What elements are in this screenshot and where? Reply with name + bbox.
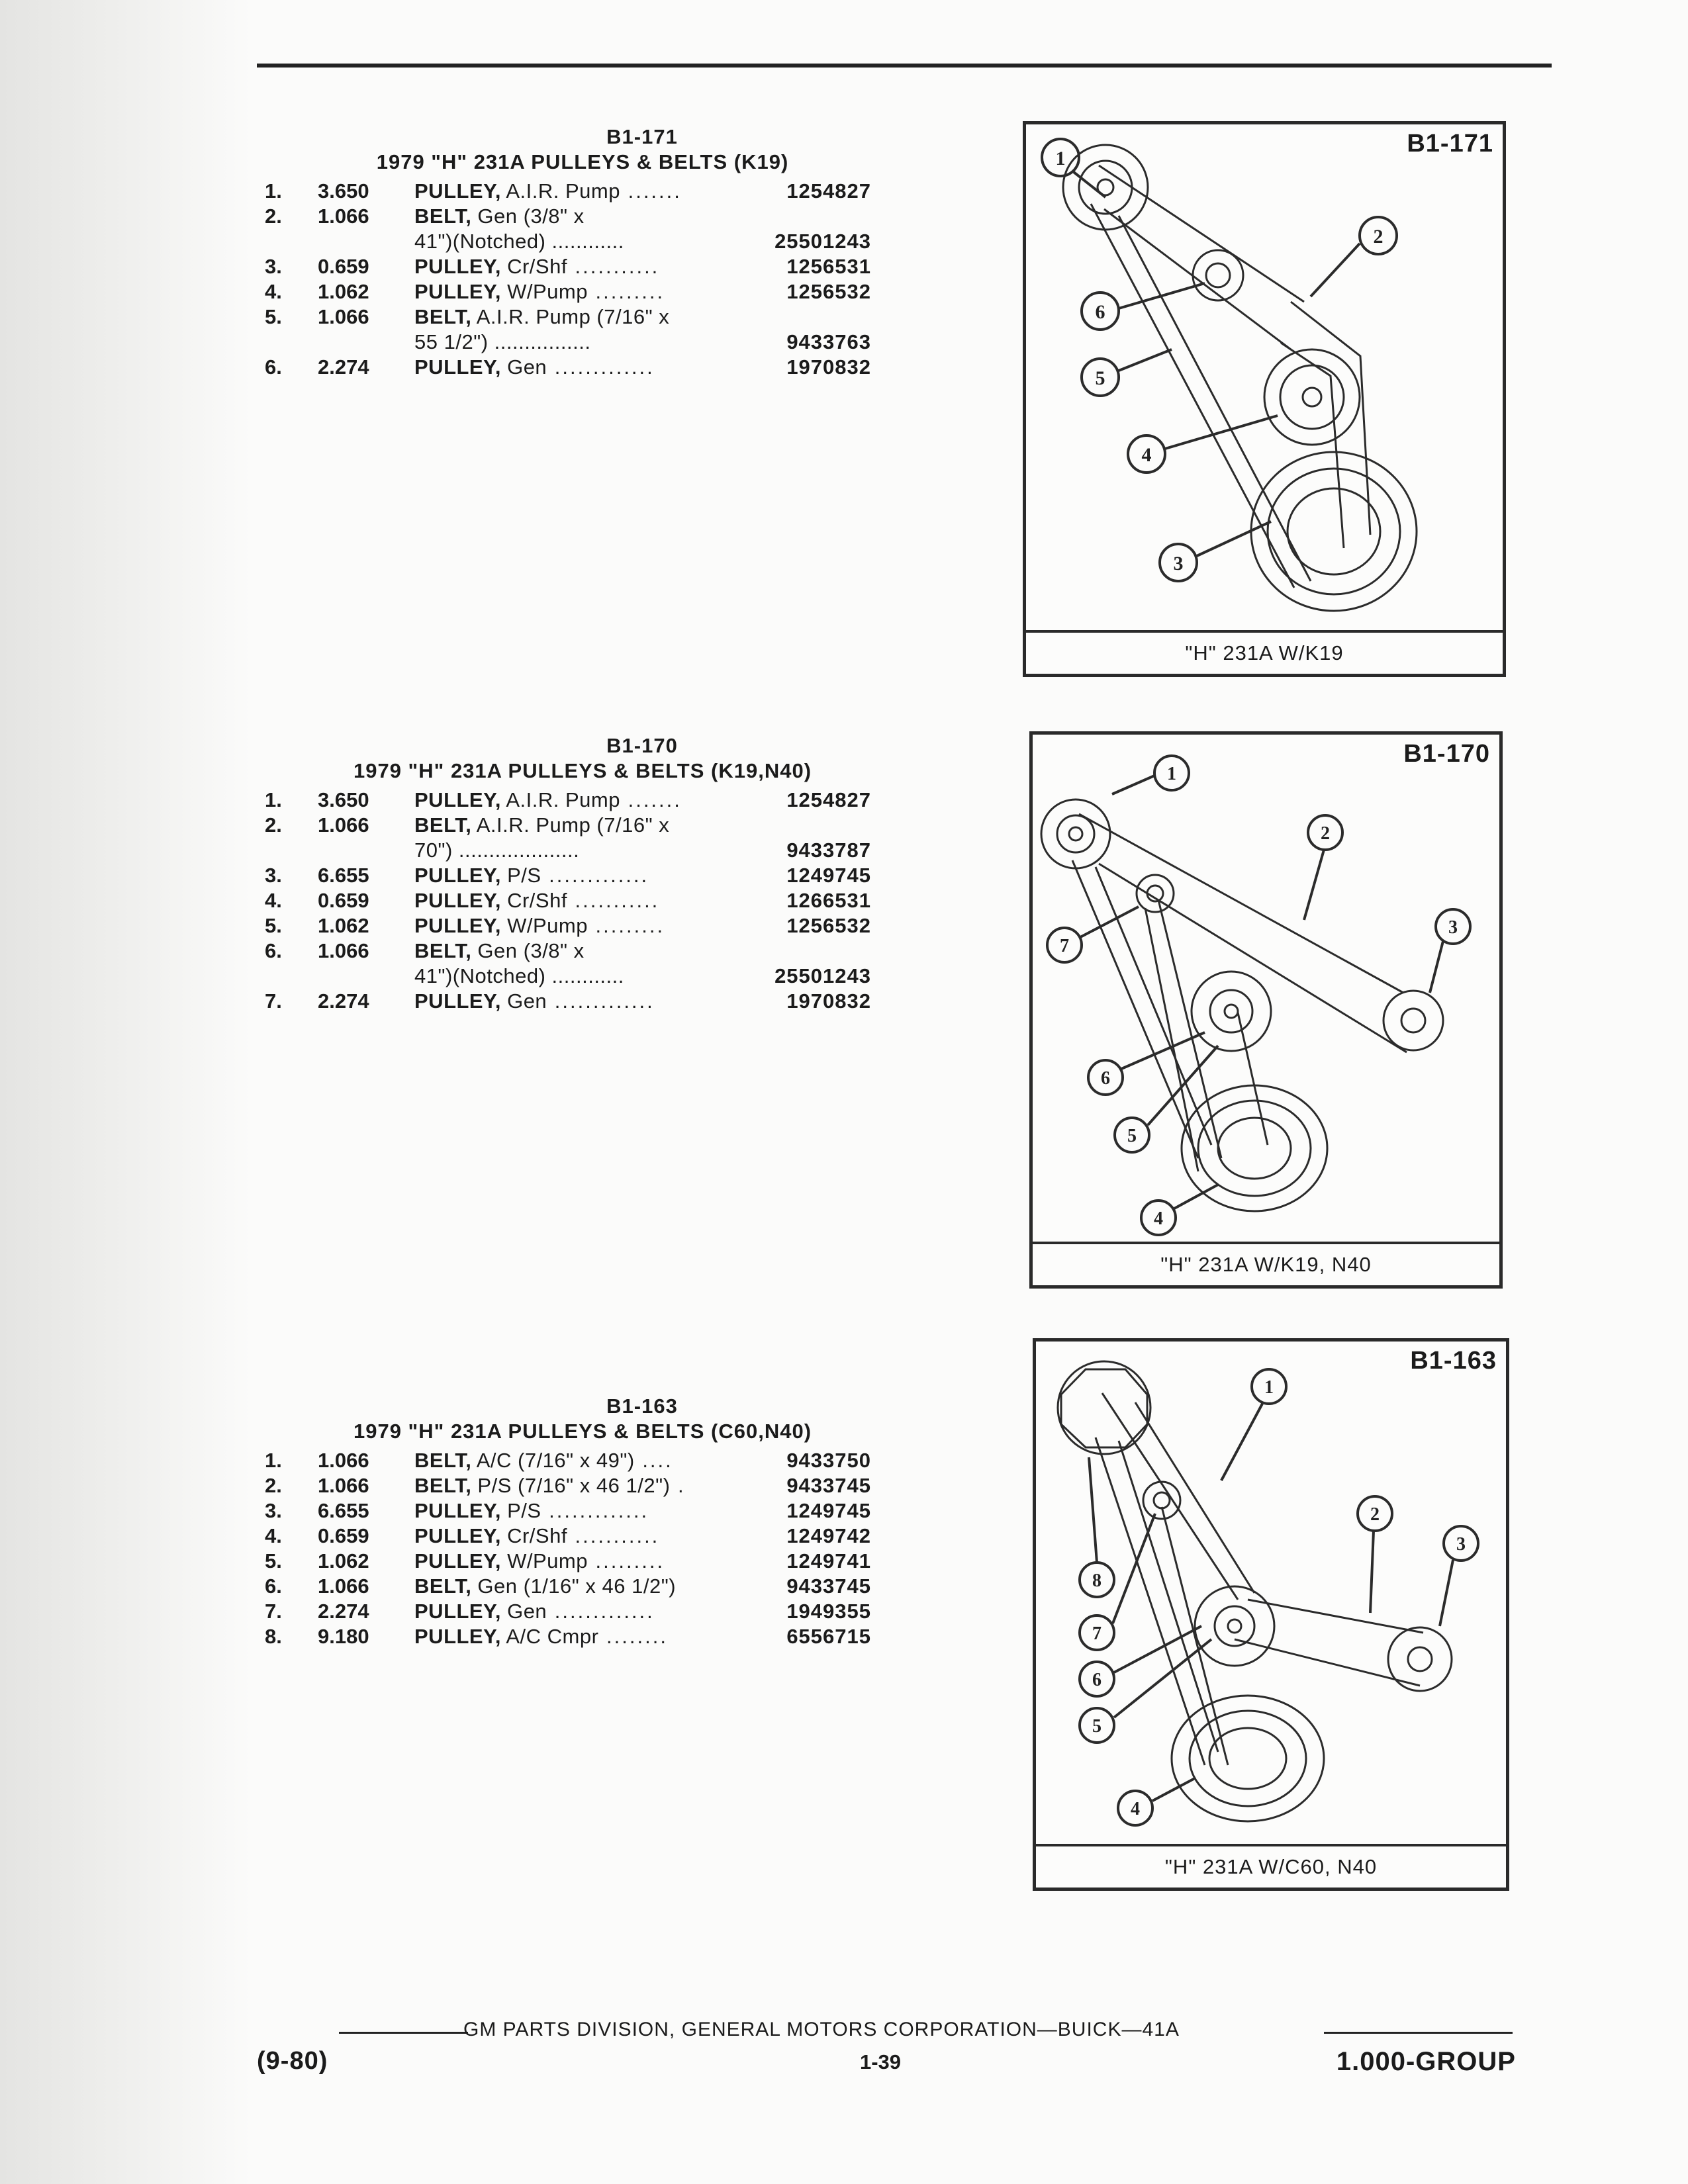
part-number: 9433763 <box>786 330 871 353</box>
section-code: B1-170 <box>606 734 678 757</box>
header-rule <box>257 64 1552 68</box>
part-number: 1266531 <box>786 889 871 912</box>
part-row <box>265 1549 874 1574</box>
item-name: PULLEY, <box>414 179 501 203</box>
item-name: PULLEY, <box>414 355 501 379</box>
parts-list <box>265 1448 874 1649</box>
part-row <box>265 1473 874 1498</box>
item-detail: A.I.R. Pump (7/16" x <box>471 305 670 328</box>
item-detail: Gen <box>500 355 547 379</box>
item-detail: Gen (1/16" x 46 1/2") <box>471 1574 677 1598</box>
item-detail: Gen (3/8" x <box>471 939 585 962</box>
item-quantity: 0.659 <box>318 255 369 278</box>
leader-dots: ....... <box>620 179 682 203</box>
item-name: PULLEY, <box>414 1499 501 1522</box>
item-quantity: 2.274 <box>318 1600 369 1623</box>
item-detail: W/Pump <box>500 1549 588 1572</box>
leader-dots: ............. <box>547 355 655 379</box>
callout-label: 3 <box>1456 1534 1466 1555</box>
item-number: 2. <box>265 813 282 837</box>
callout-label: 6 <box>1095 301 1105 323</box>
part-row <box>265 913 874 938</box>
item-number: 4. <box>265 889 282 912</box>
part-number: 1970832 <box>786 355 871 379</box>
item-detail: Gen <box>500 989 547 1013</box>
item-description-continued: 41")(Notched) ............ <box>414 230 624 253</box>
item-quantity: 1.066 <box>318 1574 369 1598</box>
item-number: 1. <box>265 1449 282 1472</box>
part-row <box>265 304 874 355</box>
leader-dots: ............. <box>541 864 649 887</box>
section-title: 1979 "H" 231A PULLEYS & BELTS (K19) <box>376 150 789 173</box>
item-number: 5. <box>265 305 282 328</box>
leader-dots: ....... <box>620 788 682 811</box>
belt-diagram <box>1026 124 1503 633</box>
item-name: PULLEY, <box>414 889 501 912</box>
part-number: 9433745 <box>786 1474 871 1497</box>
callout-label: 8 <box>1092 1570 1102 1591</box>
footer-rule-left <box>339 2032 468 2034</box>
part-row <box>265 1599 874 1624</box>
item-name: PULLEY, <box>414 1524 501 1547</box>
part-number: 1249745 <box>786 864 871 887</box>
figure-caption: "H" 231A W/K19 <box>1026 630 1503 674</box>
item-detail: Cr/Shf <box>500 1524 567 1547</box>
item-detail: P/S <box>500 1499 541 1522</box>
item-name: PULLEY, <box>414 1625 501 1648</box>
section-title: 1979 "H" 231A PULLEYS & BELTS (K19,N40) <box>353 759 812 782</box>
item-number: 5. <box>265 1549 282 1572</box>
item-description <box>414 813 871 838</box>
item-quantity: 1.066 <box>318 205 369 228</box>
part-number: 1949355 <box>786 1600 871 1623</box>
part-number: 9433745 <box>786 1574 871 1598</box>
item-description <box>414 204 871 229</box>
item-quantity: 1.066 <box>318 305 369 328</box>
footer-date: (9-80) <box>257 2047 328 2075</box>
item-quantity: 0.659 <box>318 1524 369 1547</box>
leader-dots: ............. <box>547 989 655 1013</box>
callout-label: 4 <box>1154 1208 1163 1229</box>
item-quantity: 1.062 <box>318 1549 369 1572</box>
section-code: B1-171 <box>606 125 678 148</box>
callout-label: 7 <box>1092 1623 1102 1644</box>
item-quantity: 9.180 <box>318 1625 369 1648</box>
item-number: 6. <box>265 939 282 962</box>
section-b1-171 <box>265 124 874 380</box>
item-detail: A.I.R. Pump <box>500 179 620 203</box>
part-number: 1970832 <box>786 989 871 1013</box>
part-row <box>265 355 874 380</box>
footer-group: 1.000-GROUP <box>1336 2047 1516 2076</box>
part-number: 25501243 <box>774 964 871 987</box>
item-number: 2. <box>265 205 282 228</box>
item-name: PULLEY, <box>414 788 501 811</box>
figure-b1-171 <box>1023 121 1506 677</box>
figure-code: B1-170 <box>1403 740 1490 768</box>
item-number: 7. <box>265 989 282 1013</box>
part-row <box>265 788 874 813</box>
item-name: BELT, <box>414 205 472 228</box>
section-b1-170 <box>265 733 874 1014</box>
leader-dots: ............. <box>547 1600 655 1623</box>
callout-label: 4 <box>1131 1799 1140 1819</box>
callout-label: 5 <box>1095 367 1105 389</box>
item-quantity: 1.062 <box>318 914 369 937</box>
part-row <box>265 813 874 863</box>
item-name: PULLEY, <box>414 864 501 887</box>
item-name: BELT, <box>414 1574 472 1598</box>
item-quantity: 1.066 <box>318 813 369 837</box>
item-number: 1. <box>265 179 282 203</box>
item-description-continued: 41")(Notched) ............ <box>414 964 624 987</box>
item-quantity: 2.274 <box>318 355 369 379</box>
part-row <box>265 1448 874 1473</box>
part-number: 1256532 <box>786 280 871 303</box>
item-name: PULLEY, <box>414 280 501 303</box>
leader-dots: ......... <box>587 280 665 303</box>
leader-dots: .... <box>634 1449 673 1472</box>
item-number: 5. <box>265 914 282 937</box>
leader-dots: ........ <box>598 1625 668 1648</box>
item-number: 8. <box>265 1625 282 1648</box>
part-row <box>265 1574 874 1599</box>
item-description <box>414 938 871 964</box>
part-number: 1249742 <box>786 1524 871 1547</box>
item-quantity: 0.659 <box>318 889 369 912</box>
callout-label: 5 <box>1127 1126 1137 1146</box>
item-detail: Cr/Shf <box>500 889 567 912</box>
item-quantity: 6.655 <box>318 864 369 887</box>
item-detail: A.I.R. Pump (7/16" x <box>471 813 670 837</box>
callout-label: 3 <box>1173 553 1184 574</box>
part-row <box>265 279 874 304</box>
leader-dots: ........... <box>567 1524 660 1547</box>
part-row <box>265 888 874 913</box>
part-row <box>265 863 874 888</box>
item-detail: Gen (3/8" x <box>471 205 585 228</box>
part-number: 1254827 <box>786 179 871 203</box>
page-number: 1-39 <box>859 2050 902 2073</box>
leader-dots: ........... <box>567 255 660 278</box>
item-quantity: 3.650 <box>318 788 369 811</box>
figure-caption: "H" 231A W/C60, N40 <box>1036 1844 1506 1888</box>
part-row <box>265 179 874 204</box>
part-number: 1249745 <box>786 1499 871 1522</box>
item-number: 3. <box>265 1499 282 1522</box>
item-number: 4. <box>265 1524 282 1547</box>
item-quantity: 1.062 <box>318 280 369 303</box>
leader-dots: ........... <box>567 889 660 912</box>
callout-label: 4 <box>1141 444 1152 466</box>
item-name: PULLEY, <box>414 1600 501 1623</box>
item-detail: P/S (7/16" x 46 1/2") <box>471 1474 671 1497</box>
item-number: 2. <box>265 1474 282 1497</box>
part-row <box>265 938 874 989</box>
part-row <box>265 989 874 1014</box>
item-quantity: 1.066 <box>318 939 369 962</box>
callout-label: 1 <box>1167 764 1176 784</box>
figure-caption: "H" 231A W/K19, N40 <box>1033 1242 1499 1285</box>
callout-label: 2 <box>1370 1504 1380 1525</box>
item-description-continued: 70") .................... <box>414 839 580 862</box>
item-number: 7. <box>265 1600 282 1623</box>
part-number: 9433750 <box>786 1449 871 1472</box>
item-name: BELT, <box>414 305 472 328</box>
part-number: 1254827 <box>786 788 871 811</box>
leader-dots: . <box>670 1474 686 1497</box>
parts-list <box>265 788 874 1014</box>
item-number: 4. <box>265 280 282 303</box>
item-detail: A/C (7/16" x 49") <box>471 1449 635 1472</box>
item-name: BELT, <box>414 939 472 962</box>
part-row <box>265 204 874 254</box>
leader-dots: ......... <box>587 1549 665 1572</box>
belt-diagram <box>1033 735 1499 1244</box>
item-quantity: 3.650 <box>318 179 369 203</box>
item-quantity: 1.066 <box>318 1474 369 1497</box>
part-number: 6556715 <box>786 1625 871 1648</box>
figure-b1-170 <box>1029 731 1503 1289</box>
callout-label: 2 <box>1321 823 1330 844</box>
item-number: 6. <box>265 355 282 379</box>
item-number: 3. <box>265 255 282 278</box>
leader-dots: ......... <box>587 914 665 937</box>
parts-list <box>265 179 874 380</box>
footer-rule-right <box>1324 2032 1513 2034</box>
item-number: 1. <box>265 788 282 811</box>
item-name: PULLEY, <box>414 914 501 937</box>
figure-b1-163 <box>1033 1338 1509 1891</box>
part-row <box>265 1498 874 1524</box>
item-number: 3. <box>265 864 282 887</box>
section-title: 1979 "H" 231A PULLEYS & BELTS (C60,N40) <box>353 1420 812 1443</box>
part-row <box>265 254 874 279</box>
item-description <box>414 304 871 330</box>
item-description-continued: 55 1/2") ................ <box>414 330 591 353</box>
item-quantity: 2.274 <box>318 989 369 1013</box>
part-number: 1256532 <box>786 914 871 937</box>
leader-dots: ............. <box>541 1499 649 1522</box>
item-detail: W/Pump <box>500 914 588 937</box>
scan-shadow <box>0 0 252 2184</box>
callout-label: 1 <box>1055 148 1066 169</box>
part-row <box>265 1524 874 1549</box>
callout-label: 6 <box>1101 1068 1110 1089</box>
section-b1-163 <box>265 1394 874 1649</box>
item-quantity: 6.655 <box>318 1499 369 1522</box>
item-detail: A/C Cmpr <box>500 1625 599 1648</box>
callout-label: 7 <box>1060 936 1069 956</box>
callout-label: 2 <box>1373 226 1383 248</box>
item-name: PULLEY, <box>414 989 501 1013</box>
callout-label: 1 <box>1264 1377 1274 1398</box>
item-number: 6. <box>265 1574 282 1598</box>
part-number: 9433787 <box>786 839 871 862</box>
section-code: B1-163 <box>606 1394 678 1418</box>
figure-code: B1-171 <box>1407 130 1493 158</box>
item-name: BELT, <box>414 1474 472 1497</box>
item-detail: A.I.R. Pump <box>500 788 620 811</box>
item-name: PULLEY, <box>414 255 501 278</box>
item-detail: Gen <box>500 1600 547 1623</box>
callout-label: 3 <box>1448 917 1458 938</box>
callout-label: 6 <box>1092 1670 1102 1690</box>
footer-publisher: GM PARTS DIVISION, GENERAL MOTORS CORPORATION—BUICK—41A <box>463 2019 1180 2040</box>
callout-label: 5 <box>1092 1716 1102 1737</box>
item-detail: P/S <box>500 864 541 887</box>
belt-diagram <box>1036 1342 1506 1846</box>
item-quantity: 1.066 <box>318 1449 369 1472</box>
item-detail: W/Pump <box>500 280 588 303</box>
item-name: PULLEY, <box>414 1549 501 1572</box>
item-name: BELT, <box>414 1449 472 1472</box>
figure-code: B1-163 <box>1410 1347 1497 1375</box>
part-row <box>265 1624 874 1649</box>
part-number: 25501243 <box>774 230 871 253</box>
part-number: 1249741 <box>786 1549 871 1572</box>
item-detail: Cr/Shf <box>500 255 567 278</box>
item-name: BELT, <box>414 813 472 837</box>
part-number: 1256531 <box>786 255 871 278</box>
